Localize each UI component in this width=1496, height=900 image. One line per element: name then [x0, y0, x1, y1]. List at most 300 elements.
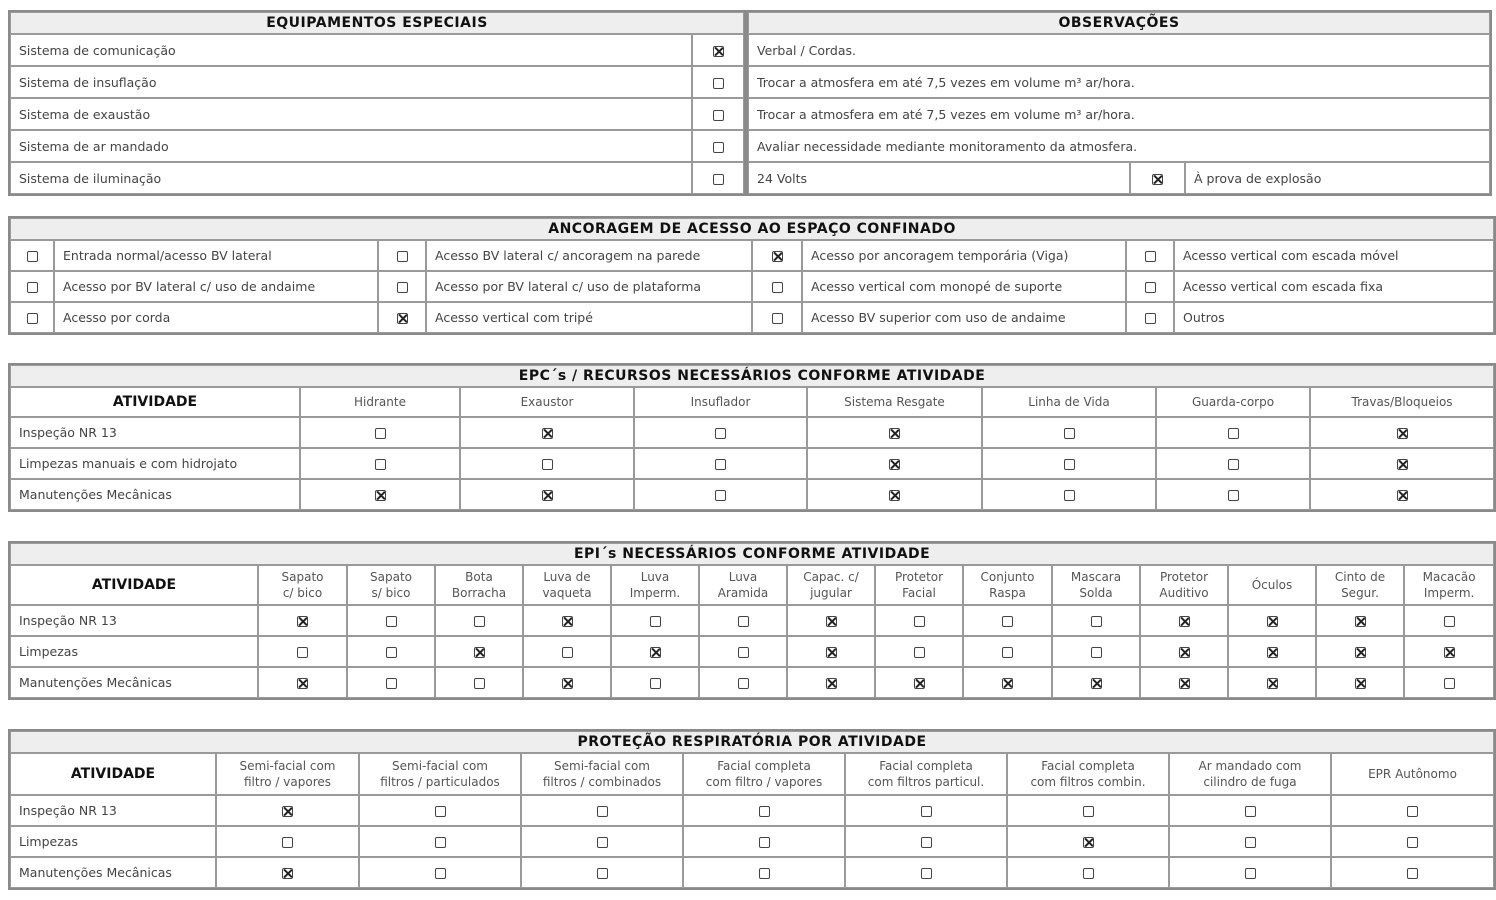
checkbox-cell[interactable] — [1316, 605, 1404, 636]
checkbox-cell[interactable] — [692, 130, 744, 162]
activity-header: ATIVIDADE — [10, 753, 216, 795]
unchecked-checkbox[interactable] — [597, 868, 608, 879]
activity-label: Limpezas — [10, 826, 216, 857]
checkbox-cell[interactable] — [1228, 605, 1316, 636]
checked-checkbox[interactable] — [1267, 678, 1278, 689]
respiratoria-table — [8, 729, 1496, 890]
checkbox-cell[interactable] — [787, 636, 875, 667]
activity-header: ATIVIDADE — [10, 565, 258, 605]
equipamentos-especiais-section — [8, 10, 745, 196]
column-header: Luva Imperm. — [611, 565, 699, 605]
column-header: Sistema Resgate — [807, 387, 982, 417]
checkbox-cell[interactable] — [752, 240, 802, 271]
access-option-label: Acesso por corda — [54, 302, 378, 333]
unchecked-checkbox[interactable] — [713, 78, 724, 89]
checkbox-cell[interactable] — [1140, 605, 1228, 636]
checkbox-cell[interactable] — [1169, 857, 1331, 888]
unchecked-checkbox[interactable] — [562, 647, 573, 658]
protecao-respiratoria-section — [8, 729, 1492, 890]
checkbox-cell[interactable] — [692, 162, 744, 194]
unchecked-checkbox[interactable] — [375, 459, 386, 470]
checkbox-cell[interactable] — [10, 271, 54, 302]
unchecked-checkbox[interactable] — [1002, 616, 1013, 627]
checked-checkbox[interactable] — [1355, 647, 1366, 658]
checkbox-cell[interactable] — [845, 826, 1007, 857]
unchecked-checkbox[interactable] — [759, 837, 770, 848]
table-row — [10, 795, 1494, 826]
checked-checkbox[interactable] — [772, 251, 783, 262]
checkbox-cell[interactable] — [875, 605, 963, 636]
activity-label: Inspeção NR 13 — [10, 417, 300, 448]
checkbox-cell[interactable] — [1331, 857, 1494, 888]
table-row — [10, 448, 1494, 479]
column-header: Sapato c/ bico — [258, 565, 347, 605]
checkbox-cell[interactable] — [523, 636, 611, 667]
checked-checkbox[interactable] — [1397, 459, 1408, 470]
checked-checkbox[interactable] — [826, 678, 837, 689]
unchecked-checkbox[interactable] — [282, 837, 293, 848]
checkbox-cell[interactable] — [875, 667, 963, 698]
checkbox-cell[interactable] — [347, 667, 435, 698]
checkbox-cell[interactable] — [1052, 605, 1140, 636]
checkbox-cell[interactable] — [216, 826, 359, 857]
checkbox-cell[interactable] — [807, 417, 982, 448]
checkbox-cell[interactable] — [1228, 667, 1316, 698]
equipment-label: Sistema de comunicação — [10, 34, 692, 66]
checked-checkbox[interactable] — [297, 616, 308, 627]
checkbox-cell[interactable] — [982, 448, 1156, 479]
unchecked-checkbox[interactable] — [1145, 282, 1156, 293]
epi-table — [8, 541, 1496, 700]
checked-checkbox[interactable] — [1091, 678, 1102, 689]
unchecked-checkbox[interactable] — [1228, 459, 1239, 470]
unchecked-checkbox[interactable] — [597, 837, 608, 848]
checkbox-cell[interactable] — [378, 271, 426, 302]
checkbox-cell[interactable] — [258, 605, 347, 636]
checkbox-cell[interactable] — [1156, 479, 1310, 510]
column-header: Óculos — [1228, 565, 1316, 605]
unchecked-checkbox[interactable] — [921, 868, 932, 879]
checkbox-cell[interactable] — [435, 605, 523, 636]
unchecked-checkbox[interactable] — [474, 616, 485, 627]
unchecked-checkbox[interactable] — [914, 647, 925, 658]
unchecked-checkbox[interactable] — [1145, 251, 1156, 262]
checkbox-cell[interactable] — [216, 795, 359, 826]
checkbox-cell[interactable] — [10, 302, 54, 333]
unchecked-checkbox[interactable] — [738, 616, 749, 627]
checked-checkbox[interactable] — [562, 616, 573, 627]
checked-checkbox[interactable] — [542, 428, 553, 439]
unchecked-checkbox[interactable] — [435, 806, 446, 817]
unchecked-checkbox[interactable] — [713, 110, 724, 121]
checkbox-cell[interactable] — [359, 795, 521, 826]
checkbox-cell[interactable] — [435, 667, 523, 698]
checkbox-cell[interactable] — [692, 66, 744, 98]
observation-text: Trocar a atmosfera em até 7,5 vezes em volume m³ ar/hora. — [748, 66, 1490, 98]
column-header: EPR Autônomo — [1331, 753, 1494, 795]
checked-checkbox[interactable] — [375, 490, 386, 501]
table-row — [10, 857, 1494, 888]
checked-checkbox[interactable] — [474, 647, 485, 658]
checkbox-cell[interactable] — [521, 857, 683, 888]
unchecked-checkbox[interactable] — [1083, 806, 1094, 817]
column-header: Semi-facial com filtros / combinados — [521, 753, 683, 795]
checkbox-cell[interactable] — [258, 636, 347, 667]
checkbox-cell[interactable] — [1140, 667, 1228, 698]
unchecked-checkbox[interactable] — [27, 251, 38, 262]
activity-label: Limpezas manuais e com hidrojato — [10, 448, 300, 479]
checkbox-cell[interactable] — [216, 857, 359, 888]
checked-checkbox[interactable] — [1152, 174, 1163, 185]
column-header: Linha de Vida — [982, 387, 1156, 417]
epc-table — [8, 363, 1496, 512]
checkbox-cell[interactable] — [1404, 605, 1494, 636]
checkbox-cell[interactable] — [634, 479, 807, 510]
checkbox-cell[interactable] — [1310, 448, 1494, 479]
checkbox-cell[interactable] — [1140, 636, 1228, 667]
unchecked-checkbox[interactable] — [1064, 490, 1075, 501]
unchecked-checkbox[interactable] — [715, 490, 726, 501]
epc-section — [8, 363, 1492, 512]
unchecked-checkbox[interactable] — [650, 678, 661, 689]
checkbox-cell[interactable] — [359, 826, 521, 857]
checkbox-cell[interactable] — [963, 667, 1052, 698]
checked-checkbox[interactable] — [397, 313, 408, 324]
access-option-label: Acesso BV lateral c/ ancoragem na parede — [426, 240, 752, 271]
checked-checkbox[interactable] — [1083, 837, 1094, 848]
column-header: Semi-facial com filtro / vapores — [216, 753, 359, 795]
checked-checkbox[interactable] — [713, 46, 724, 57]
unchecked-checkbox[interactable] — [1002, 647, 1013, 658]
checked-checkbox[interactable] — [826, 616, 837, 627]
checked-checkbox[interactable] — [1444, 647, 1455, 658]
unchecked-checkbox[interactable] — [435, 837, 446, 848]
table-row — [10, 605, 1494, 636]
checked-checkbox[interactable] — [562, 678, 573, 689]
column-header: Cinto de Segur. — [1316, 565, 1404, 605]
unchecked-checkbox[interactable] — [597, 806, 608, 817]
unchecked-checkbox[interactable] — [1444, 616, 1455, 627]
checkbox-cell[interactable] — [521, 795, 683, 826]
option-label: À prova de explosão — [1185, 162, 1490, 194]
table-row — [10, 636, 1494, 667]
unchecked-checkbox[interactable] — [1228, 428, 1239, 439]
checkbox-cell[interactable] — [1331, 826, 1494, 857]
checkbox-cell[interactable] — [1310, 417, 1494, 448]
checkbox-cell[interactable] — [787, 605, 875, 636]
observation-text: Verbal / Cordas. — [748, 34, 1490, 66]
access-option-label: Acesso por BV lateral c/ uso de andaime — [54, 271, 378, 302]
unchecked-checkbox[interactable] — [27, 282, 38, 293]
checked-checkbox[interactable] — [1355, 678, 1366, 689]
unchecked-checkbox[interactable] — [297, 647, 308, 658]
checked-checkbox[interactable] — [282, 806, 293, 817]
checkbox-cell[interactable] — [1126, 302, 1174, 333]
checkbox-cell[interactable] — [1169, 826, 1331, 857]
checkbox-cell[interactable] — [10, 240, 54, 271]
section-title: EPC´s / RECURSOS NECESSÁRIOS CONFORME ATIVIDADE — [10, 365, 1494, 387]
checkbox-cell[interactable] — [378, 240, 426, 271]
access-option-label: Outros — [1174, 302, 1494, 333]
checkbox-cell[interactable] — [359, 857, 521, 888]
column-header: Macacão Imperm. — [1404, 565, 1494, 605]
checked-checkbox[interactable] — [826, 647, 837, 658]
observacoes-table — [746, 10, 1492, 196]
checkbox-cell[interactable] — [787, 667, 875, 698]
checked-checkbox[interactable] — [889, 459, 900, 470]
unchecked-checkbox[interactable] — [1091, 647, 1102, 658]
checkbox-cell[interactable] — [1228, 636, 1316, 667]
access-option-label: Acesso vertical com tripé — [426, 302, 752, 333]
unchecked-checkbox[interactable] — [542, 459, 553, 470]
activity-label: Inspeção NR 13 — [10, 605, 258, 636]
checkbox-cell[interactable] — [683, 857, 845, 888]
unchecked-checkbox[interactable] — [1091, 616, 1102, 627]
access-option-label: Entrada normal/acesso BV lateral — [54, 240, 378, 271]
column-header: Facial completa com filtro / vapores — [683, 753, 845, 795]
access-option-label: Acesso BV superior com uso de andaime — [802, 302, 1126, 333]
unchecked-checkbox[interactable] — [715, 459, 726, 470]
checkbox-cell[interactable] — [300, 417, 460, 448]
unchecked-checkbox[interactable] — [921, 806, 932, 817]
checked-checkbox[interactable] — [1397, 428, 1408, 439]
checked-checkbox[interactable] — [1179, 678, 1190, 689]
section-title: EQUIPAMENTOS ESPECIAIS — [10, 12, 744, 34]
column-header: Travas/Bloqueios — [1310, 387, 1494, 417]
checkbox-cell[interactable] — [1156, 417, 1310, 448]
checkbox-cell[interactable] — [1310, 479, 1494, 510]
unchecked-checkbox[interactable] — [1064, 459, 1075, 470]
unchecked-checkbox[interactable] — [1407, 837, 1418, 848]
checkbox-cell[interactable] — [523, 667, 611, 698]
checkbox-cell[interactable] — [1404, 667, 1494, 698]
checkbox-cell[interactable] — [875, 636, 963, 667]
unchecked-checkbox[interactable] — [386, 678, 397, 689]
column-header: Mascara Solda — [1052, 565, 1140, 605]
checkbox-cell[interactable] — [1007, 795, 1169, 826]
checkbox-cell[interactable] — [435, 636, 523, 667]
column-header: Bota Borracha — [435, 565, 523, 605]
checkbox-cell[interactable] — [611, 636, 699, 667]
column-header: Protetor Facial — [875, 565, 963, 605]
access-option-label: Acesso vertical com monopé de suporte — [802, 271, 1126, 302]
checkbox-cell[interactable] — [460, 479, 634, 510]
checkbox-cell[interactable] — [752, 271, 802, 302]
activity-label: Limpezas — [10, 636, 258, 667]
checkbox-cell[interactable] — [1007, 857, 1169, 888]
activity-header: ATIVIDADE — [10, 387, 300, 417]
equipment-label: Sistema de iluminação — [10, 162, 692, 194]
checkbox-cell[interactable] — [1130, 162, 1185, 194]
checkbox-cell[interactable] — [683, 826, 845, 857]
unchecked-checkbox[interactable] — [772, 282, 783, 293]
checked-checkbox[interactable] — [889, 490, 900, 501]
unchecked-checkbox[interactable] — [1064, 428, 1075, 439]
ancoragem-table — [8, 216, 1496, 335]
checked-checkbox[interactable] — [1355, 616, 1366, 627]
checkbox-cell[interactable] — [460, 417, 634, 448]
checkbox-cell[interactable] — [1404, 636, 1494, 667]
checkbox-cell[interactable] — [699, 605, 787, 636]
checkbox-cell[interactable] — [300, 479, 460, 510]
checkbox-cell[interactable] — [692, 34, 744, 66]
unchecked-checkbox[interactable] — [397, 251, 408, 262]
epi-section — [8, 541, 1492, 700]
checkbox-cell[interactable] — [634, 448, 807, 479]
access-option-label: Acesso vertical com escada móvel — [1174, 240, 1494, 271]
unchecked-checkbox[interactable] — [650, 616, 661, 627]
unchecked-checkbox[interactable] — [386, 647, 397, 658]
column-header: Conjunto Raspa — [963, 565, 1052, 605]
unchecked-checkbox[interactable] — [435, 868, 446, 879]
unchecked-checkbox[interactable] — [474, 678, 485, 689]
checkbox-cell[interactable] — [347, 636, 435, 667]
checked-checkbox[interactable] — [1267, 647, 1278, 658]
column-header: Exaustor — [460, 387, 634, 417]
activity-label: Manutenções Mecânicas — [10, 857, 216, 888]
checkbox-cell[interactable] — [1052, 667, 1140, 698]
section-title: ANCORAGEM DE ACESSO AO ESPAÇO CONFINADO — [10, 218, 1494, 240]
column-header: Protetor Auditivo — [1140, 565, 1228, 605]
checkbox-cell[interactable] — [634, 417, 807, 448]
observacoes-section — [746, 10, 1492, 196]
checkbox-cell[interactable] — [378, 302, 426, 333]
checkbox-cell[interactable] — [963, 605, 1052, 636]
unchecked-checkbox[interactable] — [397, 282, 408, 293]
section-title: OBSERVAÇÕES — [748, 12, 1490, 34]
unchecked-checkbox[interactable] — [759, 806, 770, 817]
checked-checkbox[interactable] — [1179, 647, 1190, 658]
unchecked-checkbox[interactable] — [1083, 868, 1094, 879]
unchecked-checkbox[interactable] — [1407, 868, 1418, 879]
column-header: Luva Aramida — [699, 565, 787, 605]
checkbox-cell[interactable] — [1126, 240, 1174, 271]
equipment-label: Sistema de exaustão — [10, 98, 692, 130]
unchecked-checkbox[interactable] — [713, 142, 724, 153]
access-option-label: Acesso por ancoragem temporária (Viga) — [802, 240, 1126, 271]
checked-checkbox[interactable] — [1179, 616, 1190, 627]
activity-label: Inspeção NR 13 — [10, 795, 216, 826]
unchecked-checkbox[interactable] — [1245, 868, 1256, 879]
section-title: EPI´s NECESSÁRIOS CONFORME ATIVIDADE — [10, 543, 1494, 565]
unchecked-checkbox[interactable] — [1228, 490, 1239, 501]
observation-text: Avaliar necessidade mediante monitoramento da atmosfera. — [748, 130, 1490, 162]
checkbox-cell[interactable] — [1126, 271, 1174, 302]
unchecked-checkbox[interactable] — [1245, 806, 1256, 817]
checkbox-cell[interactable] — [611, 667, 699, 698]
unchecked-checkbox[interactable] — [738, 647, 749, 658]
unchecked-checkbox[interactable] — [1145, 313, 1156, 324]
checkbox-cell[interactable] — [692, 98, 744, 130]
checkbox-cell[interactable] — [683, 795, 845, 826]
column-header: Capac. c/ jugular — [787, 565, 875, 605]
checkbox-cell[interactable] — [1169, 795, 1331, 826]
column-header: Luva de vaqueta — [523, 565, 611, 605]
table-row — [10, 479, 1494, 510]
observation-text: 24 Volts — [748, 162, 1130, 194]
observation-text: Trocar a atmosfera em até 7,5 vezes em volume m³ ar/hora. — [748, 98, 1490, 130]
checkbox-cell[interactable] — [1316, 667, 1404, 698]
unchecked-checkbox[interactable] — [1245, 837, 1256, 848]
checkbox-cell[interactable] — [982, 479, 1156, 510]
checkbox-cell[interactable] — [1331, 795, 1494, 826]
column-header: Ar mandado com cilindro de fuga — [1169, 753, 1331, 795]
checkbox-cell[interactable] — [258, 667, 347, 698]
checked-checkbox[interactable] — [889, 428, 900, 439]
unchecked-checkbox[interactable] — [386, 616, 397, 627]
column-header: Semi-facial com filtros / particulados — [359, 753, 521, 795]
checked-checkbox[interactable] — [542, 490, 553, 501]
checkbox-cell[interactable] — [523, 605, 611, 636]
section-title: PROTEÇÃO RESPIRATÓRIA POR ATIVIDADE — [10, 731, 1494, 753]
column-header: Sapato s/ bico — [347, 565, 435, 605]
checkbox-cell[interactable] — [982, 417, 1156, 448]
unchecked-checkbox[interactable] — [921, 837, 932, 848]
equipment-label: Sistema de ar mandado — [10, 130, 692, 162]
unchecked-checkbox[interactable] — [738, 678, 749, 689]
checked-checkbox[interactable] — [650, 647, 661, 658]
equipment-label: Sistema de insuflação — [10, 66, 692, 98]
checkbox-cell[interactable] — [963, 636, 1052, 667]
unchecked-checkbox[interactable] — [759, 868, 770, 879]
unchecked-checkbox[interactable] — [772, 313, 783, 324]
column-header: Facial completa com filtros particul. — [845, 753, 1007, 795]
equipamentos-table — [8, 10, 746, 196]
table-row — [10, 417, 1494, 448]
activity-label: Manutenções Mecânicas — [10, 667, 258, 698]
table-row — [10, 826, 1494, 857]
checkbox-cell[interactable] — [807, 479, 982, 510]
checkbox-cell[interactable] — [1007, 826, 1169, 857]
checked-checkbox[interactable] — [1002, 678, 1013, 689]
checkbox-cell[interactable] — [845, 795, 1007, 826]
unchecked-checkbox[interactable] — [1407, 806, 1418, 817]
unchecked-checkbox[interactable] — [914, 616, 925, 627]
unchecked-checkbox[interactable] — [713, 174, 724, 185]
checkbox-cell[interactable] — [807, 448, 982, 479]
unchecked-checkbox[interactable] — [375, 428, 386, 439]
checkbox-cell[interactable] — [460, 448, 634, 479]
column-header: Facial completa com filtros combin. — [1007, 753, 1169, 795]
checked-checkbox[interactable] — [1267, 616, 1278, 627]
column-header: Hidrante — [300, 387, 460, 417]
checkbox-cell[interactable] — [347, 605, 435, 636]
checked-checkbox[interactable] — [282, 868, 293, 879]
checkbox-cell[interactable] — [1316, 636, 1404, 667]
checkbox-cell[interactable] — [300, 448, 460, 479]
column-header: Guarda-corpo — [1156, 387, 1310, 417]
checkbox-cell[interactable] — [1052, 636, 1140, 667]
checkbox-cell[interactable] — [845, 857, 1007, 888]
checked-checkbox[interactable] — [914, 678, 925, 689]
checkbox-cell[interactable] — [521, 826, 683, 857]
checkbox-cell[interactable] — [699, 636, 787, 667]
column-header: Insuflador — [634, 387, 807, 417]
checkbox-cell[interactable] — [1156, 448, 1310, 479]
unchecked-checkbox[interactable] — [27, 313, 38, 324]
unchecked-checkbox[interactable] — [1444, 678, 1455, 689]
access-option-label: Acesso por BV lateral c/ uso de plataforma — [426, 271, 752, 302]
unchecked-checkbox[interactable] — [715, 428, 726, 439]
access-option-label: Acesso vertical com escada fixa — [1174, 271, 1494, 302]
table-row — [10, 667, 1494, 698]
checkbox-cell[interactable] — [611, 605, 699, 636]
checkbox-cell[interactable] — [699, 667, 787, 698]
ancoragem-section — [8, 216, 1492, 335]
checked-checkbox[interactable] — [297, 678, 308, 689]
checked-checkbox[interactable] — [1397, 490, 1408, 501]
checkbox-cell[interactable] — [752, 302, 802, 333]
